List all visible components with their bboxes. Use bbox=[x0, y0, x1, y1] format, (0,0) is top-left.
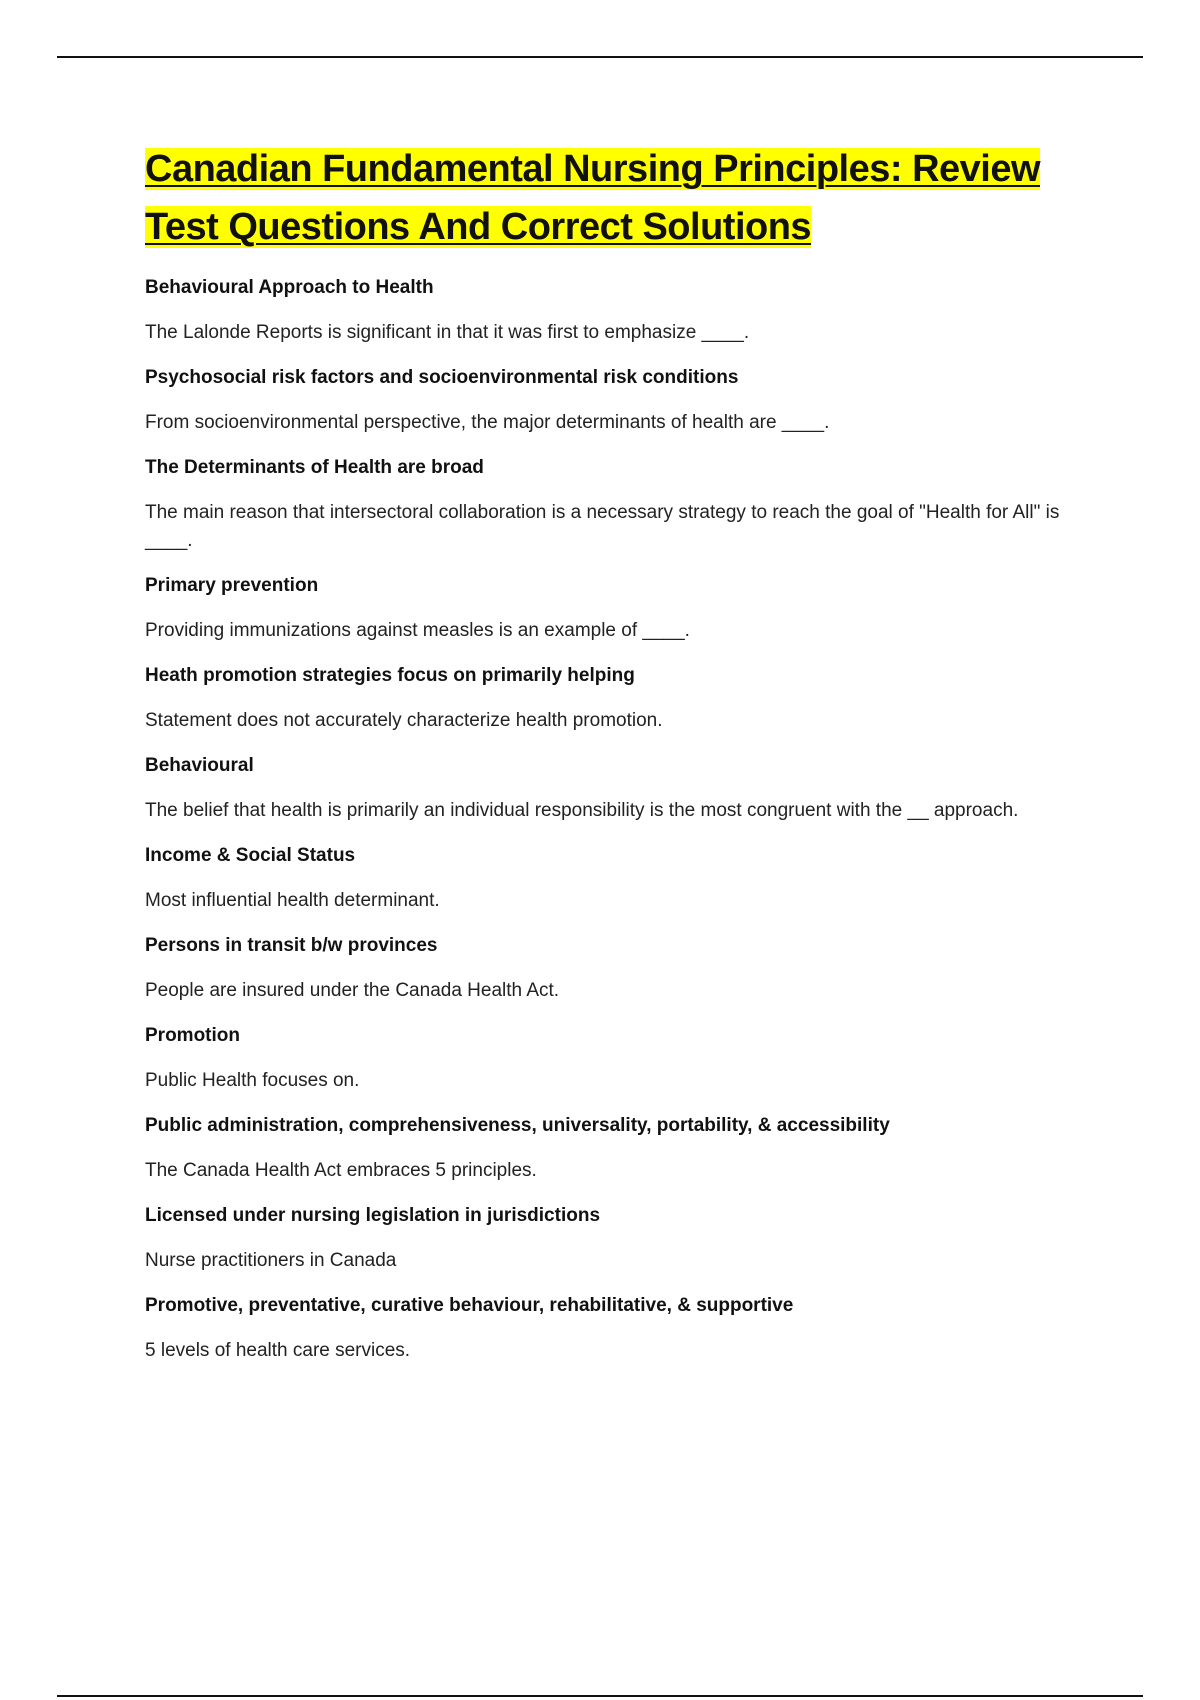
qa-item bbox=[145, 1022, 1085, 1095]
qa-item bbox=[145, 364, 1085, 437]
answer-text: Heath promotion strategies focus on primarily helping bbox=[145, 665, 635, 686]
question-text: The belief that health is primarily an individual responsibility is the most congruent with the __ approach. bbox=[145, 800, 1019, 821]
question-text: The Canada Health Act embraces 5 principles. bbox=[145, 1160, 537, 1181]
qa-item bbox=[145, 572, 1085, 645]
question-text: Nurse practitioners in Canada bbox=[145, 1250, 397, 1271]
answer-text: Promotive, preventative, curative behaviour, rehabilitative, & supportive bbox=[145, 1295, 794, 1316]
question-text: The main reason that intersectoral collaboration is a necessary strategy to reach the goal of "Health for All" is ____. bbox=[145, 502, 1060, 551]
page-title-text: Canadian Fundamental Nursing Principles: Review Test Questions And Correct Solutions bbox=[145, 148, 1041, 248]
qa-item bbox=[145, 1292, 1085, 1365]
qa-item bbox=[145, 662, 1085, 735]
qa-item bbox=[145, 752, 1085, 825]
top-rule bbox=[57, 56, 1143, 58]
answer-text: Behavioural Approach to Health bbox=[145, 277, 434, 298]
answer-text: Promotion bbox=[145, 1025, 240, 1046]
answer-text: Public administration, comprehensiveness, universality, portability, & accessibility bbox=[145, 1115, 890, 1136]
answer-text: Psychosocial risk factors and socioenvironmental risk conditions bbox=[145, 367, 739, 388]
bottom-rule bbox=[57, 1695, 1143, 1697]
question-text: 5 levels of health care services. bbox=[145, 1340, 411, 1361]
qa-item bbox=[145, 1112, 1085, 1185]
qa-item bbox=[145, 932, 1085, 1005]
question-text: The Lalonde Reports is significant in that it was first to emphasize ____. bbox=[145, 322, 750, 343]
qa-item bbox=[145, 454, 1085, 555]
question-text: People are insured under the Canada Health Act. bbox=[145, 980, 560, 1001]
answer-text: Primary prevention bbox=[145, 575, 319, 596]
document-body bbox=[145, 140, 1085, 1382]
answer-text: The Determinants of Health are broad bbox=[145, 457, 484, 478]
question-text: Public Health focuses on. bbox=[145, 1070, 360, 1091]
qa-item bbox=[145, 274, 1085, 347]
qa-item bbox=[145, 842, 1085, 915]
answer-text: Income & Social Status bbox=[145, 845, 356, 866]
question-text: Providing immunizations against measles is an example of ____. bbox=[145, 620, 690, 641]
question-text: Statement does not accurately characterize health promotion. bbox=[145, 710, 663, 731]
answer-text: Licensed under nursing legislation in jurisdictions bbox=[145, 1205, 601, 1226]
page-title bbox=[145, 140, 1085, 256]
answer-text: Behavioural bbox=[145, 755, 254, 776]
question-text: Most influential health determinant. bbox=[145, 890, 440, 911]
question-text: From socioenvironmental perspective, the major determinants of health are ____. bbox=[145, 412, 830, 433]
answer-text: Persons in transit b/w provinces bbox=[145, 935, 438, 956]
qa-item bbox=[145, 1202, 1085, 1275]
